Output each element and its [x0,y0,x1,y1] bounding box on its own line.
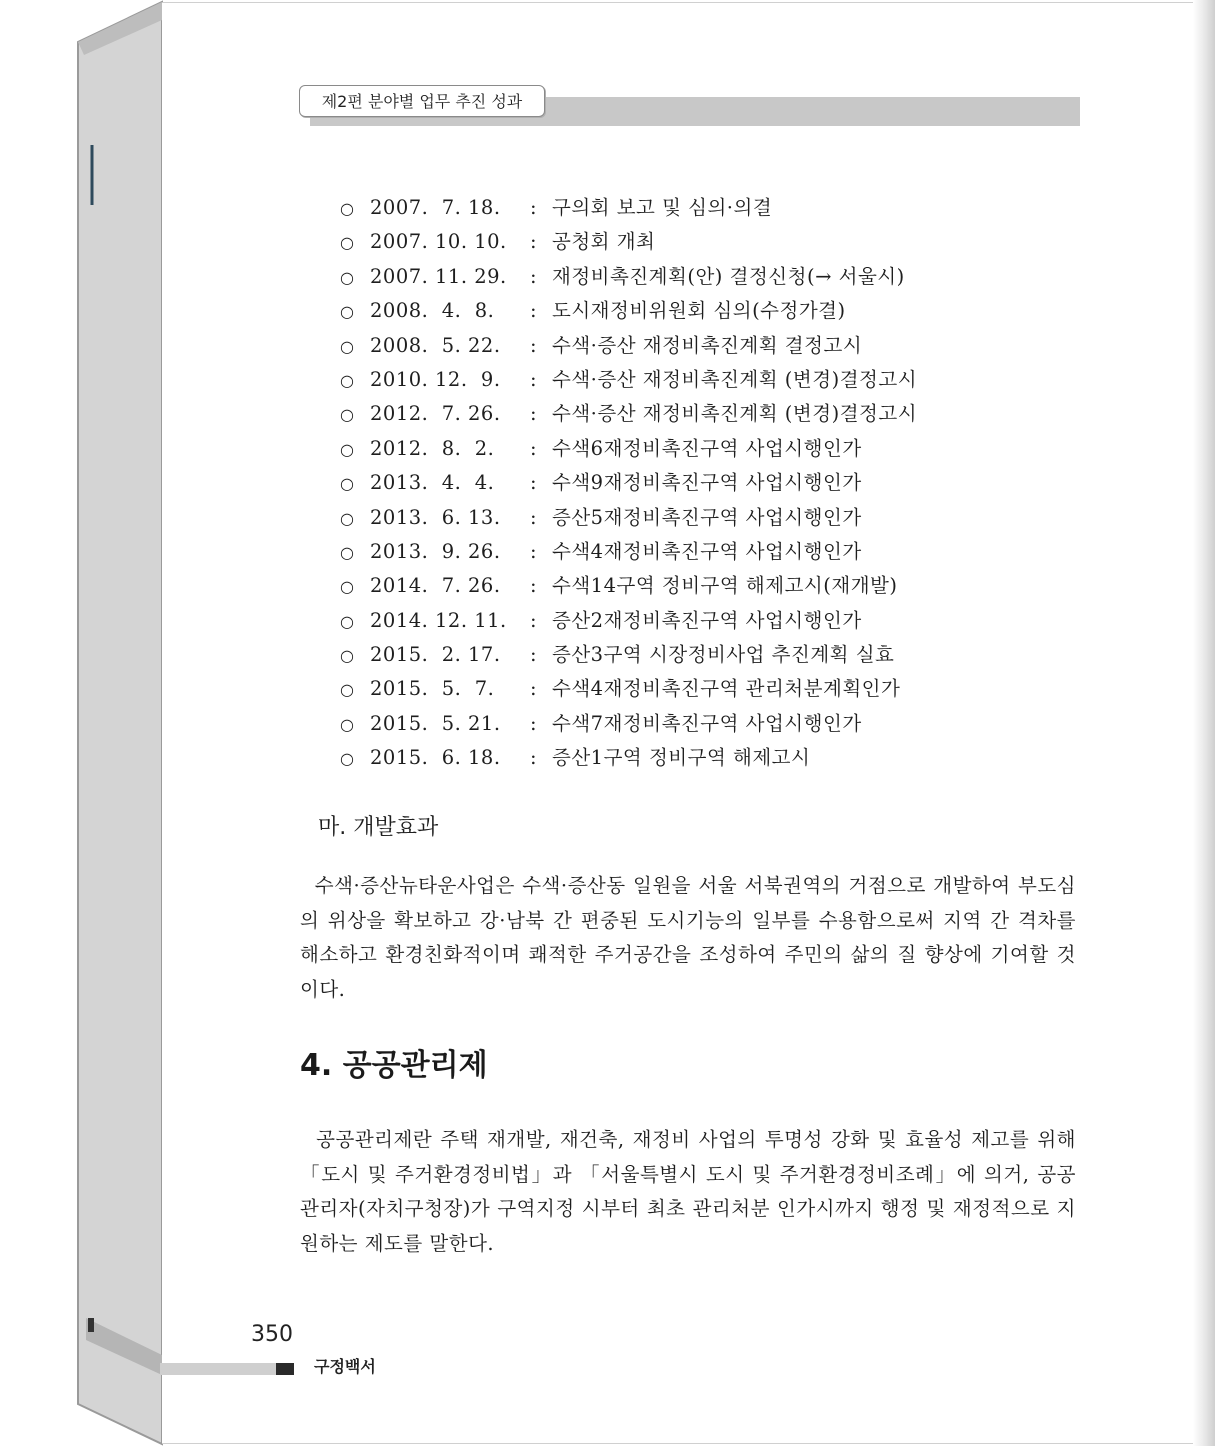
effect-paragraph: 수색·증산뉴타운사업은 수색·증산동 일원을 서울 서북권역의 거점으로 개발하여 부도심의 위상을 확보하고 강·남북 간 편중된 도시기능의 일부를 수용함으로써 지역 간 격차를 해소하고 환경친화적이며 쾌적한 주거공간을 조성하여 주민의 삶의 질 향상에 기여할 것이다. [300,874,1076,1001]
timeline-item [340,639,917,673]
timeline-colon: : [530,746,538,770]
bullet-icon: ○ [340,474,355,494]
timeline-colon: : [530,711,538,735]
bullet-icon: ○ [340,611,355,631]
timeline-text: 증산5재정비촉진구역 사업시행인가 [552,505,862,529]
bullet-icon: ○ [340,749,355,769]
bullet-icon: ○ [340,680,355,700]
section-heading: 4. 공공관리제 [300,1048,488,1083]
timeline-colon: : [530,643,538,667]
timeline-date: 2007. 7. 18. [370,196,501,219]
timeline-text: 재정비촉진계획(안) 결정신청(→ 서울시) [552,264,905,288]
timeline-item [340,742,917,776]
page-edge [1193,0,1215,1446]
timeline-text: 수색·증산 재정비촉진계획 (변경)결정고시 [552,402,918,426]
bullet-icon: ○ [340,302,355,322]
timeline-colon: : [530,367,538,391]
timeline-text: 공청회 개최 [552,230,656,254]
timeline-date: 2013. 6. 13. [370,505,501,529]
timeline-colon: : [530,505,538,529]
timeline-text: 증산2재정비촉진구역 사업시행인가 [552,608,862,632]
timeline-colon: : [530,436,538,460]
timeline-date: 2015. 2. 17. [370,643,501,667]
timeline-colon: : [530,333,538,357]
footer-bar [160,1363,276,1375]
bullet-icon: ○ [340,336,355,356]
timeline-date: 2008. 5. 22. [370,333,501,357]
timeline-item [340,295,917,329]
timeline-item [340,536,917,570]
bullet-icon: ○ [340,199,355,218]
timeline-date: 2012. 7. 26. [370,402,501,426]
timeline-item [340,605,917,639]
timeline-date: 2012. 8. 2. [370,436,495,460]
timeline-text: 수색·증산 재정비촉진계획 결정고시 [552,333,863,357]
timeline-text: 수색9재정비촉진구역 사업시행인가 [552,471,862,495]
bullet-icon: ○ [340,646,355,666]
timeline-item [340,226,917,260]
bullet-icon: ○ [340,439,355,459]
page-number: 350 [251,1322,293,1347]
bullet-icon: ○ [340,267,355,287]
timeline-date: 2014. 7. 26. [370,574,501,598]
timeline-text: 수색14구역 정비구역 해제고시(재개발) [552,574,898,598]
bullet-icon: ○ [340,542,355,562]
timeline-text: 도시재정비위원회 심의(수정가결) [552,299,846,323]
bullet-icon: ○ [340,233,355,253]
timeline-text: 구의회 보고 및 심의·의결 [552,196,773,219]
timeline-colon: : [530,299,538,323]
public-management-paragraph: 공공관리제란 주택 재개발, 재건축, 재정비 사업의 투명성 강화 및 효율성 제고를 위해 「도시 및 주거환경정비법」과 「서울특별시 도시 및 주거환경정비조례」에 의거, 공공관리자(자치구청장)가 구역지정 시부터 최초 관리처분 인가시까지 행정 및 재정적으로 지원하는 제도를 말한다. [300,1128,1076,1255]
timeline-date: 2015. 6. 18. [370,746,501,770]
book-title: 구정백서 [314,1357,376,1376]
bullet-icon: ○ [340,577,355,597]
timeline-date: 2008. 4. 8. [370,299,495,323]
timeline-text: 수색4재정비촉진구역 관리처분계획인가 [552,677,901,701]
timeline-item [340,570,917,604]
timeline-item [340,673,917,707]
section-label: 제2편 분야별 업무 추진 성과 [299,85,545,117]
timeline-item [340,708,917,742]
timeline-date: 2007. 11. 29. [370,264,507,288]
timeline-date: 2014. 12. 11. [370,608,507,632]
sub-heading: 마. 개발효과 [318,815,439,840]
timeline-item [340,261,917,295]
timeline-date: 2007. 10. 10. [370,230,507,254]
timeline-colon: : [530,402,538,426]
timeline-text: 증산1구역 정비구역 해제고시 [552,746,811,770]
timeline-date: 2015. 5. 7. [370,677,495,701]
bullet-icon: ○ [340,405,355,425]
timeline-text: 수색·증산 재정비촉진계획 (변경)결정고시 [552,367,918,391]
timeline-text: 수색4재정비촉진구역 사업시행인가 [552,539,862,563]
timeline-date: 2015. 5. 21. [370,711,501,735]
timeline-colon: : [530,574,538,598]
book-spine [0,0,170,1446]
timeline-colon: : [530,471,538,495]
timeline-item [340,398,917,432]
timeline-item [340,364,917,398]
bullet-icon: ○ [340,714,355,734]
timeline-item [340,433,917,467]
timeline-colon: : [530,264,538,288]
footer-bar-accent [276,1363,294,1375]
timeline-colon: : [530,677,538,701]
bullet-icon: ○ [340,508,355,528]
timeline-item [340,330,917,364]
timeline-date: 2010. 12. 9. [370,367,501,391]
timeline-item [340,502,917,536]
timeline-date: 2013. 9. 26. [370,539,501,563]
timeline-date: 2013. 4. 4. [370,471,495,495]
timeline-text: 수색7재정비촉진구역 사업시행인가 [552,711,862,735]
timeline-colon: : [530,539,538,563]
timeline-colon: : [530,230,538,254]
timeline-list [340,192,917,777]
bullet-icon: ○ [340,370,355,390]
timeline-item [340,467,917,501]
timeline-text: 증산3구역 시장정비사업 추진계획 실효 [552,643,895,667]
timeline-item [340,192,917,226]
timeline-colon: : [530,196,538,219]
timeline-text: 수색6재정비촉진구역 사업시행인가 [552,436,862,460]
timeline-colon: : [530,608,538,632]
